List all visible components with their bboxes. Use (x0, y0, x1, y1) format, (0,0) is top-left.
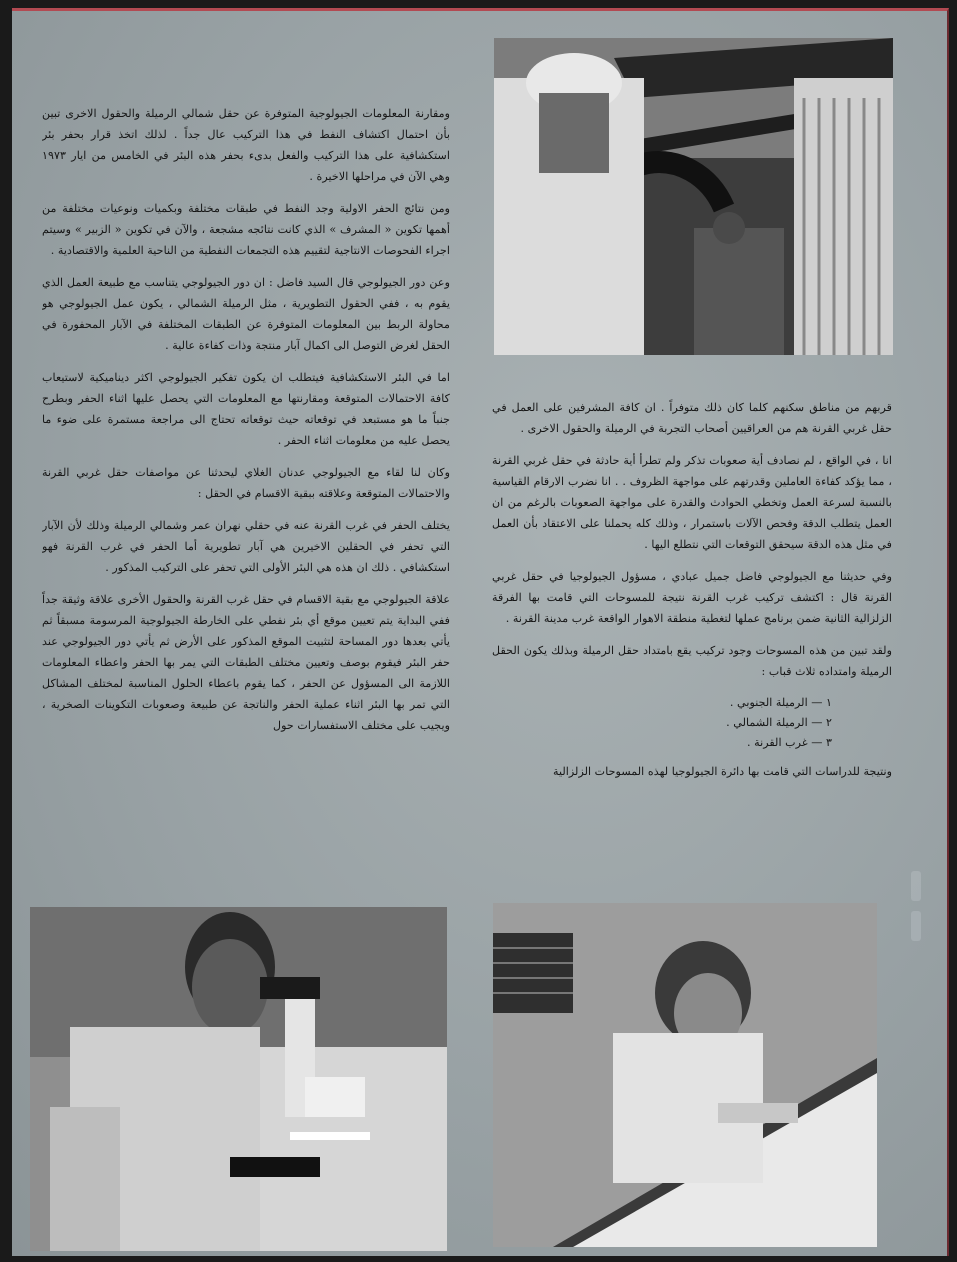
left-paragraph-3: وعن دور الجيولوجي قال السيد فاضل : ان دور الجيولوجي يتناسب مع طبيعة العمل الذي يقوم به ، ففي الحقول التطويرية ، مثل الرميلة الشمالي ، يكون عمل الجيولوجي هو محاولة الربط بين المعلومات المتوفرة عن الطبقات المختلفة في الآبار المحفورة في الحقل لغرض التوصل الى اكمال آبار منتجة وذات كفاءة عالية . (42, 276, 450, 352)
photo-drilling-crew (494, 38, 893, 355)
list-item: ٢ — الرميلة الشمالي . (726, 716, 832, 729)
photo-draftsman (493, 903, 877, 1247)
right-text-column (492, 397, 892, 852)
left-paragraph-4: اما في البئر الاستكشافية فيتطلب ان يكون تفكير الجيولوجي اكثر ديناميكية لاستيعاب كافة الاحتمالات المتوقعة ومقارنتها مع المعلومات التي يحصل عليها اثناء الحفر وبطرح جنباً ما هو مستبعد في توقعاته حيث توقعاته تحتاج الى مراجعة مستمرة على ضوء ما يحصل عليه من معلومات اثناء الحفر . (42, 371, 450, 447)
list-item: ١ — الرميلة الجنوبي . (729, 696, 832, 709)
left-paragraph-7: علاقة الجيولوجي مع بقية الاقسام في حقل غرب القرنة والحقول الأخرى علاقة وثيقة جداً ففي البداية يتم تعيين موقع أي بئر نفطي على الخارطة الجيولوجية المرسومة مسبقاً ثم يأتي بعدها دور المساحة لتثبيت الموقع المذكور على الأرض ثم يأتي دور الجيولوجي عند حفر البئر فيقوم بوصف وتعيين مختلف الطبقات التي يمر بها الحفر واعطاء المعلومات اللازمة الى المسؤول عن الحفر ، كما يقوم باعطاء الحلول المناسبة لمختلف المشاكل التي تمر بها البئر اثناء عملية الحفر والناتجة عن طبيعة وصعوبات التكوينات الصخرية ، ويجيب على مختلف الاستفسارات حول (42, 593, 450, 732)
magazine-page (12, 8, 949, 1256)
left-paragraph-2: ومن نتائج الحفر الاولية وجد النفط في طبقات مختلفة وبكميات ونوعيات مختلفة من أهمها تكوين « المشرف » الذي كانت نتائجه مشجعة ، والآن في تكوين « الزبير » وسيتم اجراء الفحوصات الانتاجية لتقييم هذه التجمعات النفطية من الناحية العلمية والاقتصادية . (42, 202, 450, 257)
dome-list (492, 693, 892, 753)
right-paragraph-1: قربهم من مناطق سكنهم كلما كان ذلك متوفراً . ان كافة المشرفين على العمل في حقل غربي القرنة هم من العراقيين أصحاب التجربة في الرميلة والحقول الاخرى . (492, 401, 892, 435)
left-paragraph-6: يختلف الحفر في غرب القرنة عنه في حقلي نهران عمر وشمالي الرميلة وذلك لأن الآبار التي تحفر في الحقلين الاخيرين هي آبار تطويرية أما الحفر في غرب القرنة فهو استكشافي . ذلك ان هذه هي البئر الأولى التي تحفر على التركيب المذكور . (42, 519, 450, 574)
right-paragraph-3: وفي حديثنا مع الجيولوجي فاضل جميل عبادي ، مسؤول الجيولوجيا في حقل غربي القرنة قال : اكتشف تركيب غرب القرنة نتيجة للمسوحات التي قامت بها الفرقة الزلزالية الثانية ضمن برنامج عملها لتغطية منطقة الاهوار الواقعة غرب مدينة القرنة . (492, 570, 892, 625)
page-edge-mark (911, 911, 921, 941)
list-item: ٣ — غرب القرنة . (746, 736, 832, 749)
left-paragraph-5: وكان لنا لقاء مع الجيولوجي عدنان الغلاي ليحدثنا عن مواصفات حقل غربي القرنة والاحتمالات المتوقعة وعلاقته ببقية الاقسام في الحقل : (42, 466, 450, 500)
right-paragraph-2: انا ، في الواقع ، لم نصادف أية صعوبات تذكر ولم تطرأ أية حادثة في حقل غربي القرنة ، مما يؤكد كفاءة العاملين وقدرتهم على مواجهة الظروف . . انا نضرب الارقام القياسية بالنسبة لسرعة العمل وتخطي الحوادث والقدرة على مواجهة الصعوبات بالرغم من ان العمل يتطلب الدقة وفحص الآلات باستمرار ، وذلك كله يحملنا على الاعتقاد بأن العمل في مثل هذه الدقة سيحقق التوقعات التي نتطلع اليها . (492, 454, 892, 551)
photo-geologist-microscope (30, 907, 447, 1251)
left-text-column (42, 103, 450, 873)
right-paragraph-5: ونتيجة للدراسات التي قامت بها دائرة الجيولوجيا لهذه المسوحات الزلزالية (552, 765, 892, 778)
page-edge-mark (911, 871, 921, 901)
left-paragraph-1: ومقارنة المعلومات الجيولوجية المتوفرة عن حقل شمالي الرميلة والحقول الاخرى تبين بأن احتمال اكتشاف النفط في هذا التركيب عال جداً . لذلك اتخذ قرار بحفر بئر استكشافية على هذا التركيب والفعل بدىء بحفر هذه البئر في الخامس من ايار ١٩٧٣ وهي الآن في مراحلها الاخيرة . (42, 107, 450, 183)
right-paragraph-4: ولقد تبين من هذه المسوحات وجود تركيب يقع بامتداد حقل الرميلة وبذلك يكون الحقل الرميلة وامتداده ثلاث قباب : (492, 644, 892, 678)
